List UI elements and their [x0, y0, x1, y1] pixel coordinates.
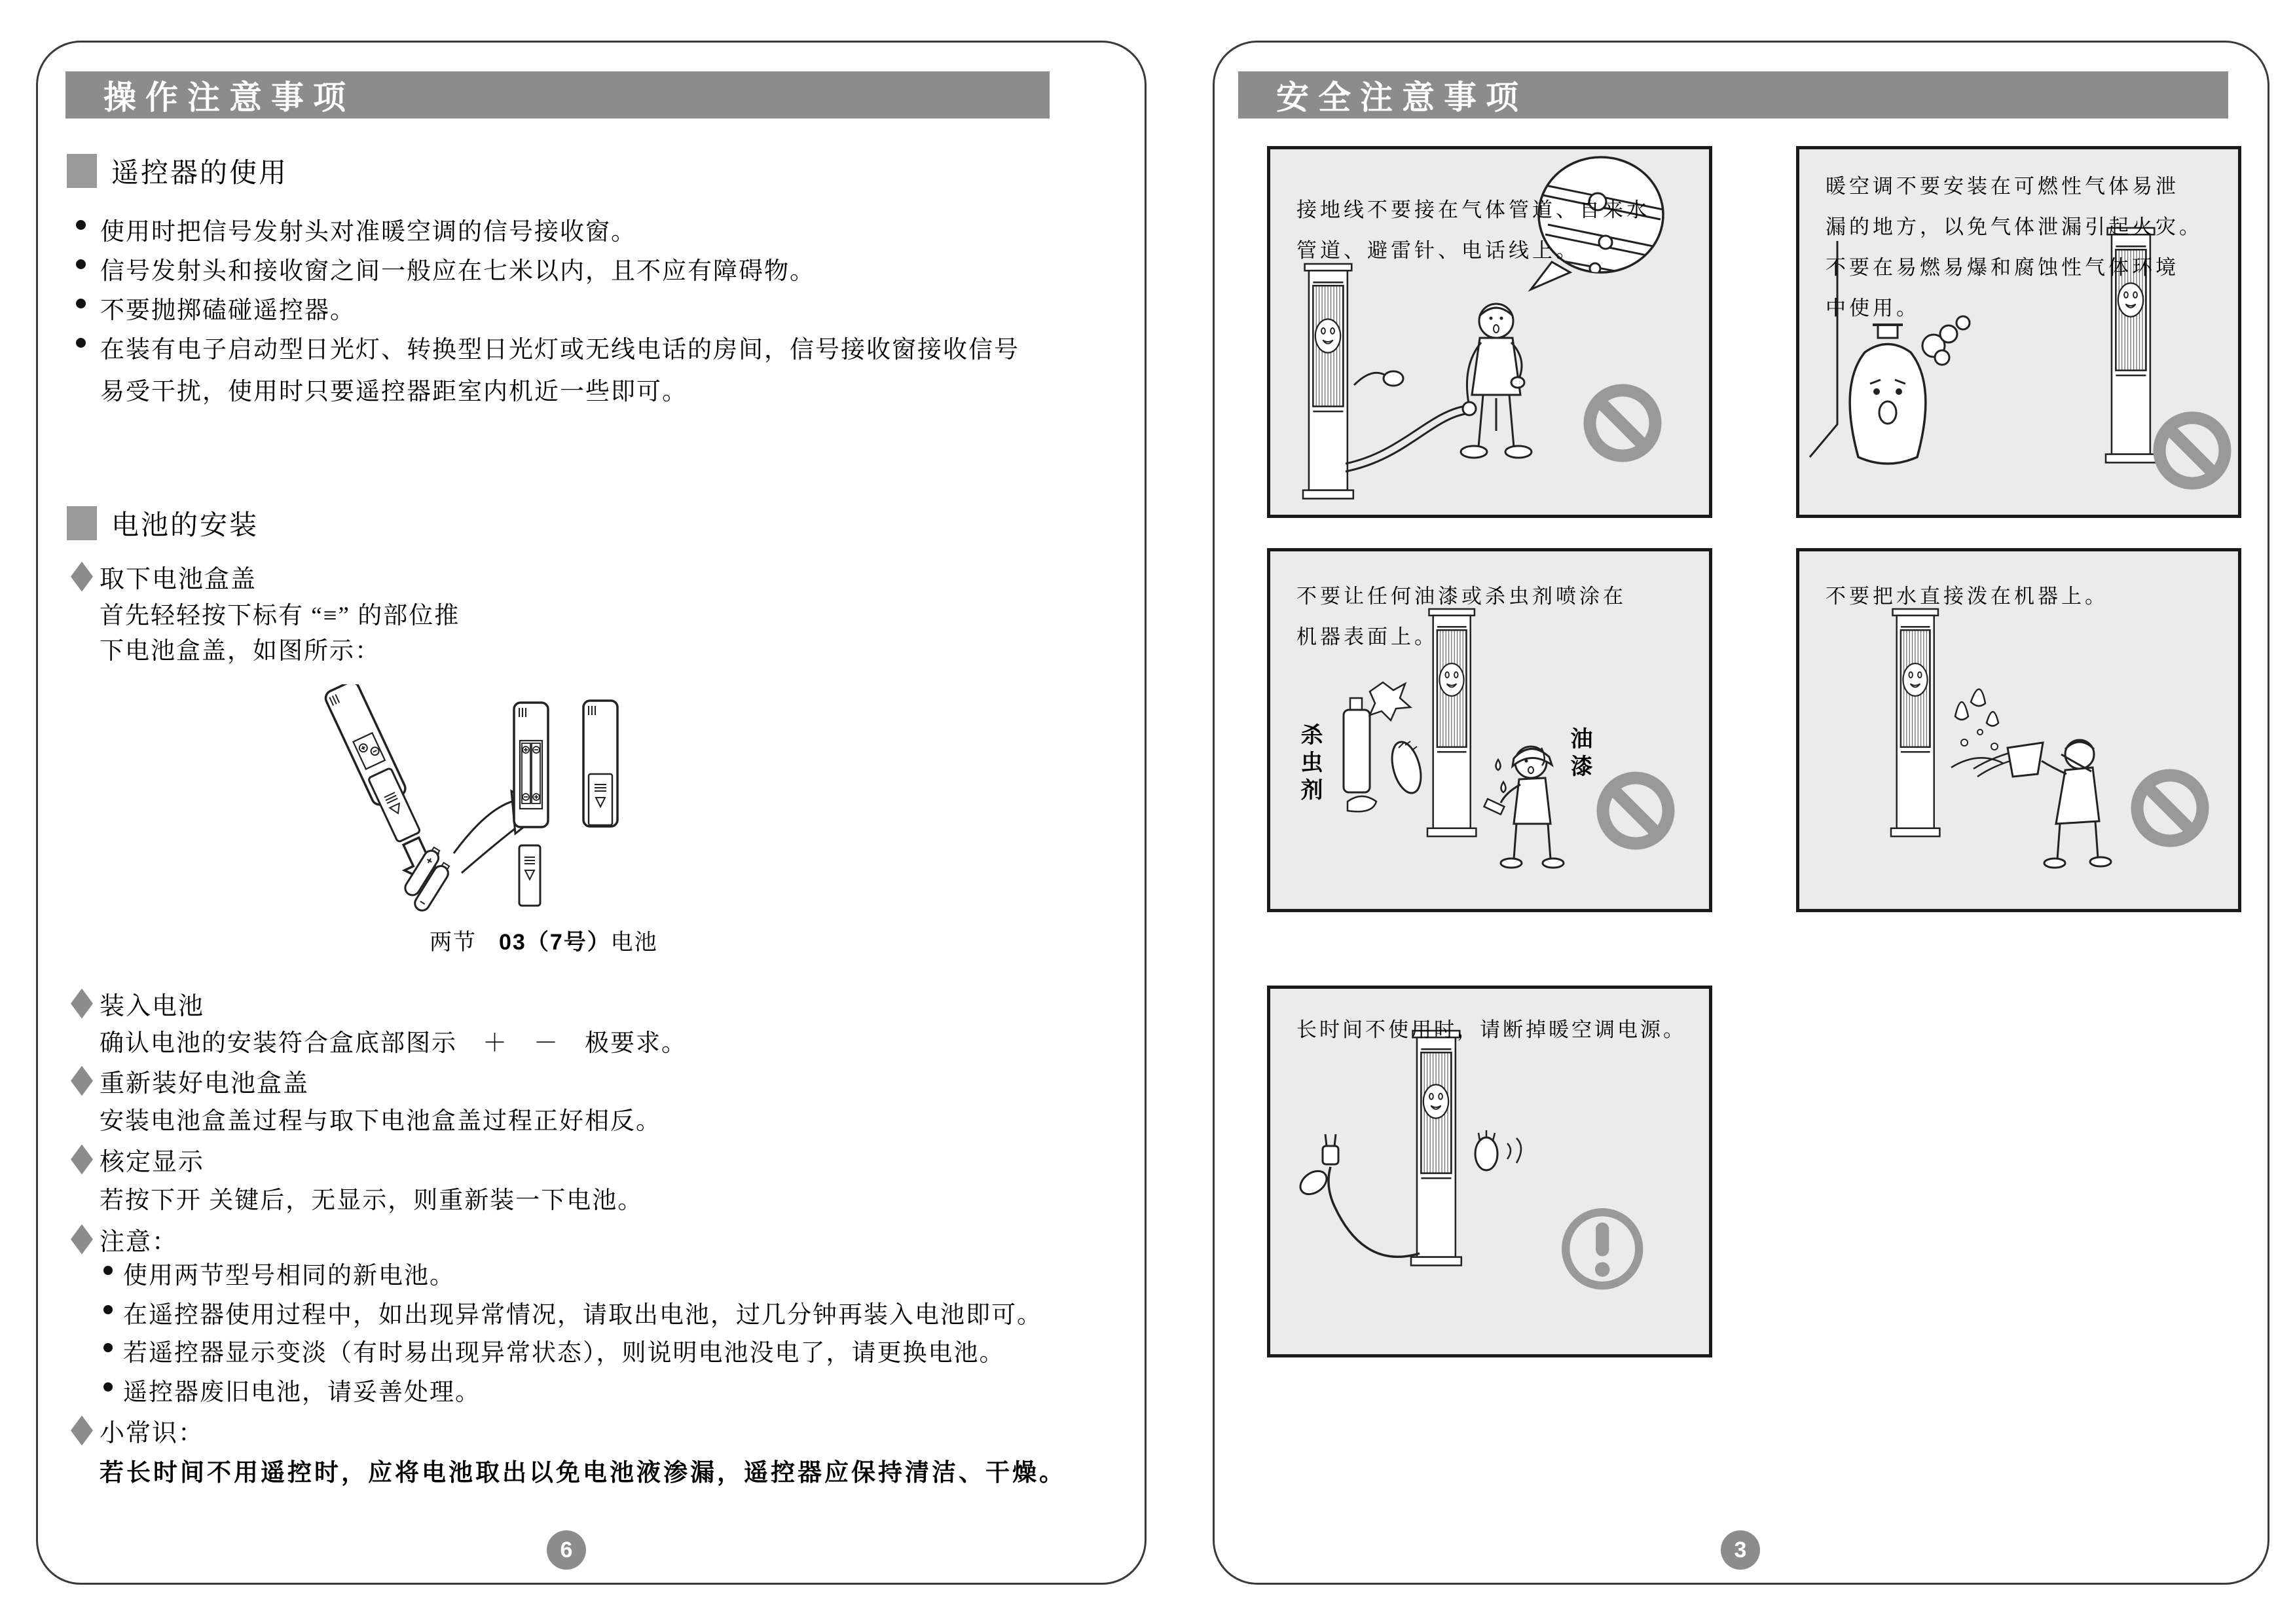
remote-bullet-3-text: 不要抛掷磕碰遥控器。	[100, 297, 356, 324]
remote-bullet-2-text: 信号发射头和接收窗之间一般应在七米以内，且不应有障碍物。	[100, 258, 815, 285]
remote-bullet-4-continuation: 易受干扰，使用时只要遥控器距室内机近一些即可。	[100, 378, 688, 405]
right-page-title: 安全注意事项	[1276, 79, 1528, 116]
label-paint: 油漆	[1567, 727, 1592, 782]
diamond-icon	[71, 989, 93, 1019]
power-off-line-1: 长时间不使用时，请断掉暖空调电源。	[1296, 1018, 1686, 1041]
battery-replacement-diagram	[146, 684, 670, 953]
item-remove-cover-title: 取下电池盒盖	[100, 566, 257, 593]
flammable-gas-text	[1826, 166, 2222, 329]
right-page-header-bar	[1238, 71, 2228, 119]
flammable-gas-line-2: 漏的地方，以免气体泄漏引起火灾。	[1826, 215, 2203, 238]
paint-spray-text	[1296, 576, 1693, 657]
item-note	[71, 1221, 178, 1257]
left-page-title: 操作注意事项	[103, 79, 355, 116]
warning-box-paint-spray	[1267, 548, 1712, 912]
right-manual-page	[1213, 41, 2269, 1585]
warning-box-ground-wire	[1267, 146, 1712, 518]
caption-suffix: 电池	[610, 931, 658, 955]
note-dot-icon	[103, 1305, 113, 1314]
bullet-dot-icon	[76, 299, 86, 308]
note-2	[103, 1295, 1042, 1330]
power-off-text	[1296, 1010, 1693, 1050]
diamond-icon	[71, 1145, 93, 1175]
item-note-title: 注意：	[100, 1228, 179, 1256]
note-3	[103, 1333, 1005, 1368]
diamond-icon	[71, 1416, 93, 1446]
bullet-dot-icon	[76, 220, 86, 230]
bullet-dot-icon	[76, 338, 86, 348]
item-tip-title: 小常识：	[100, 1420, 205, 1447]
flammable-gas-line-1: 暖空调不要安装在可燃性气体易泄	[1826, 175, 2179, 198]
right-page-number: 3	[1721, 1530, 1760, 1570]
section-square-icon	[67, 506, 97, 540]
remote-bullet-4-text: 在装有电子启动型日光灯、转换型日光灯或无线电话的房间，信号接收窗接收信号	[100, 337, 1019, 363]
ground-wire-line-2: 管道、避雷针、电话线上。	[1296, 239, 1579, 262]
ground-wire-text	[1296, 190, 1693, 271]
flammable-gas-line-4: 中使用。	[1826, 297, 1920, 320]
note-4-text: 遥控器废旧电池，请妥善处理。	[123, 1379, 481, 1406]
note-3-text: 若遥控器显示变淡（有时易出现异常状态），则说明电池没电了，请更换电池。	[123, 1340, 1005, 1367]
caption-prefix: 两节	[430, 931, 477, 955]
warning-box-water	[1796, 548, 2241, 912]
remote-bullet-3	[76, 290, 356, 325]
note-4	[103, 1372, 481, 1407]
item-tip	[71, 1412, 204, 1449]
item-tip-line: 若长时间不用遥控时，应将电池取出以免电池液渗漏，遥控器应保持清洁、干燥。	[100, 1460, 1066, 1486]
remote-bullet-1	[76, 212, 636, 247]
section-remote-usage	[67, 151, 288, 191]
warning-box-flammable-gas	[1796, 146, 2241, 518]
bullet-dot-icon	[76, 259, 86, 269]
left-page-header-bar	[65, 71, 1050, 119]
item-remove-cover	[71, 559, 257, 595]
diagram-caption	[430, 924, 658, 956]
caption-battery-model: 03（7号）	[499, 930, 611, 955]
item-insert-battery-line: 确认电池的安装符合盒底部图示 ＋ － 极要求。	[100, 1030, 687, 1057]
remote-bullet-1-text: 使用时把信号发射头对准暖空调的信号接收窗。	[100, 219, 636, 246]
diamond-icon	[71, 1066, 93, 1096]
water-text	[1826, 576, 2222, 617]
diamond-icon	[71, 1225, 93, 1255]
item-verify-display-line: 若按下开 关键后，无显示，则重新装一下电池。	[100, 1187, 644, 1214]
item-verify-display-title: 核定显示	[100, 1149, 205, 1176]
label-insecticide: 杀虫剂	[1297, 723, 1322, 805]
item-reattach-cover-title: 重新装好电池盒盖	[100, 1070, 310, 1098]
section-battery-install-label: 电池的安装	[111, 511, 259, 541]
water-line-1: 不要把水直接泼在机器上。	[1826, 585, 2108, 608]
note-dot-icon	[103, 1266, 113, 1275]
item-reattach-cover-line: 安装电池盒盖过程与取下电池盒盖过程正好相反。	[100, 1108, 661, 1135]
warning-box-power-off	[1267, 986, 1712, 1357]
left-manual-page	[36, 41, 1147, 1585]
section-square-icon	[67, 154, 97, 188]
ground-wire-line-1: 接地线不要接在气体管道、自来水	[1296, 198, 1650, 221]
section-battery-install	[67, 504, 259, 543]
item-remove-cover-line1: 首先轻轻按下标有 “≡” 的部位推	[100, 602, 460, 629]
item-verify-display	[71, 1141, 204, 1177]
left-page-number: 6	[547, 1530, 586, 1570]
section-remote-usage-label: 遥控器的使用	[111, 158, 289, 189]
note-dot-icon	[103, 1343, 113, 1352]
note-1-text: 使用两节型号相同的新电池。	[123, 1263, 455, 1289]
remote-bullet-2	[76, 251, 815, 286]
remote-bullet-4	[76, 329, 1019, 365]
note-1	[103, 1255, 455, 1291]
diamond-icon	[71, 562, 93, 592]
note-dot-icon	[103, 1382, 113, 1392]
item-insert-battery-title: 装入电池	[100, 993, 205, 1020]
flammable-gas-line-3: 不要在易燃易爆和腐蚀性气体环境	[1826, 256, 2179, 279]
paint-spray-line-1: 不要让任何油漆或杀虫剂喷涂在	[1296, 585, 1626, 608]
item-remove-cover-line2: 下电池盒盖，如图所示：	[100, 638, 380, 665]
paint-spray-line-2: 机器表面上。	[1296, 625, 1438, 648]
note-2-text: 在遥控器使用过程中，如出现异常情况，请取出电池，过几分钟再装入电池即可。	[123, 1302, 1042, 1329]
item-reattach-cover	[71, 1063, 309, 1099]
item-insert-battery	[71, 986, 204, 1022]
